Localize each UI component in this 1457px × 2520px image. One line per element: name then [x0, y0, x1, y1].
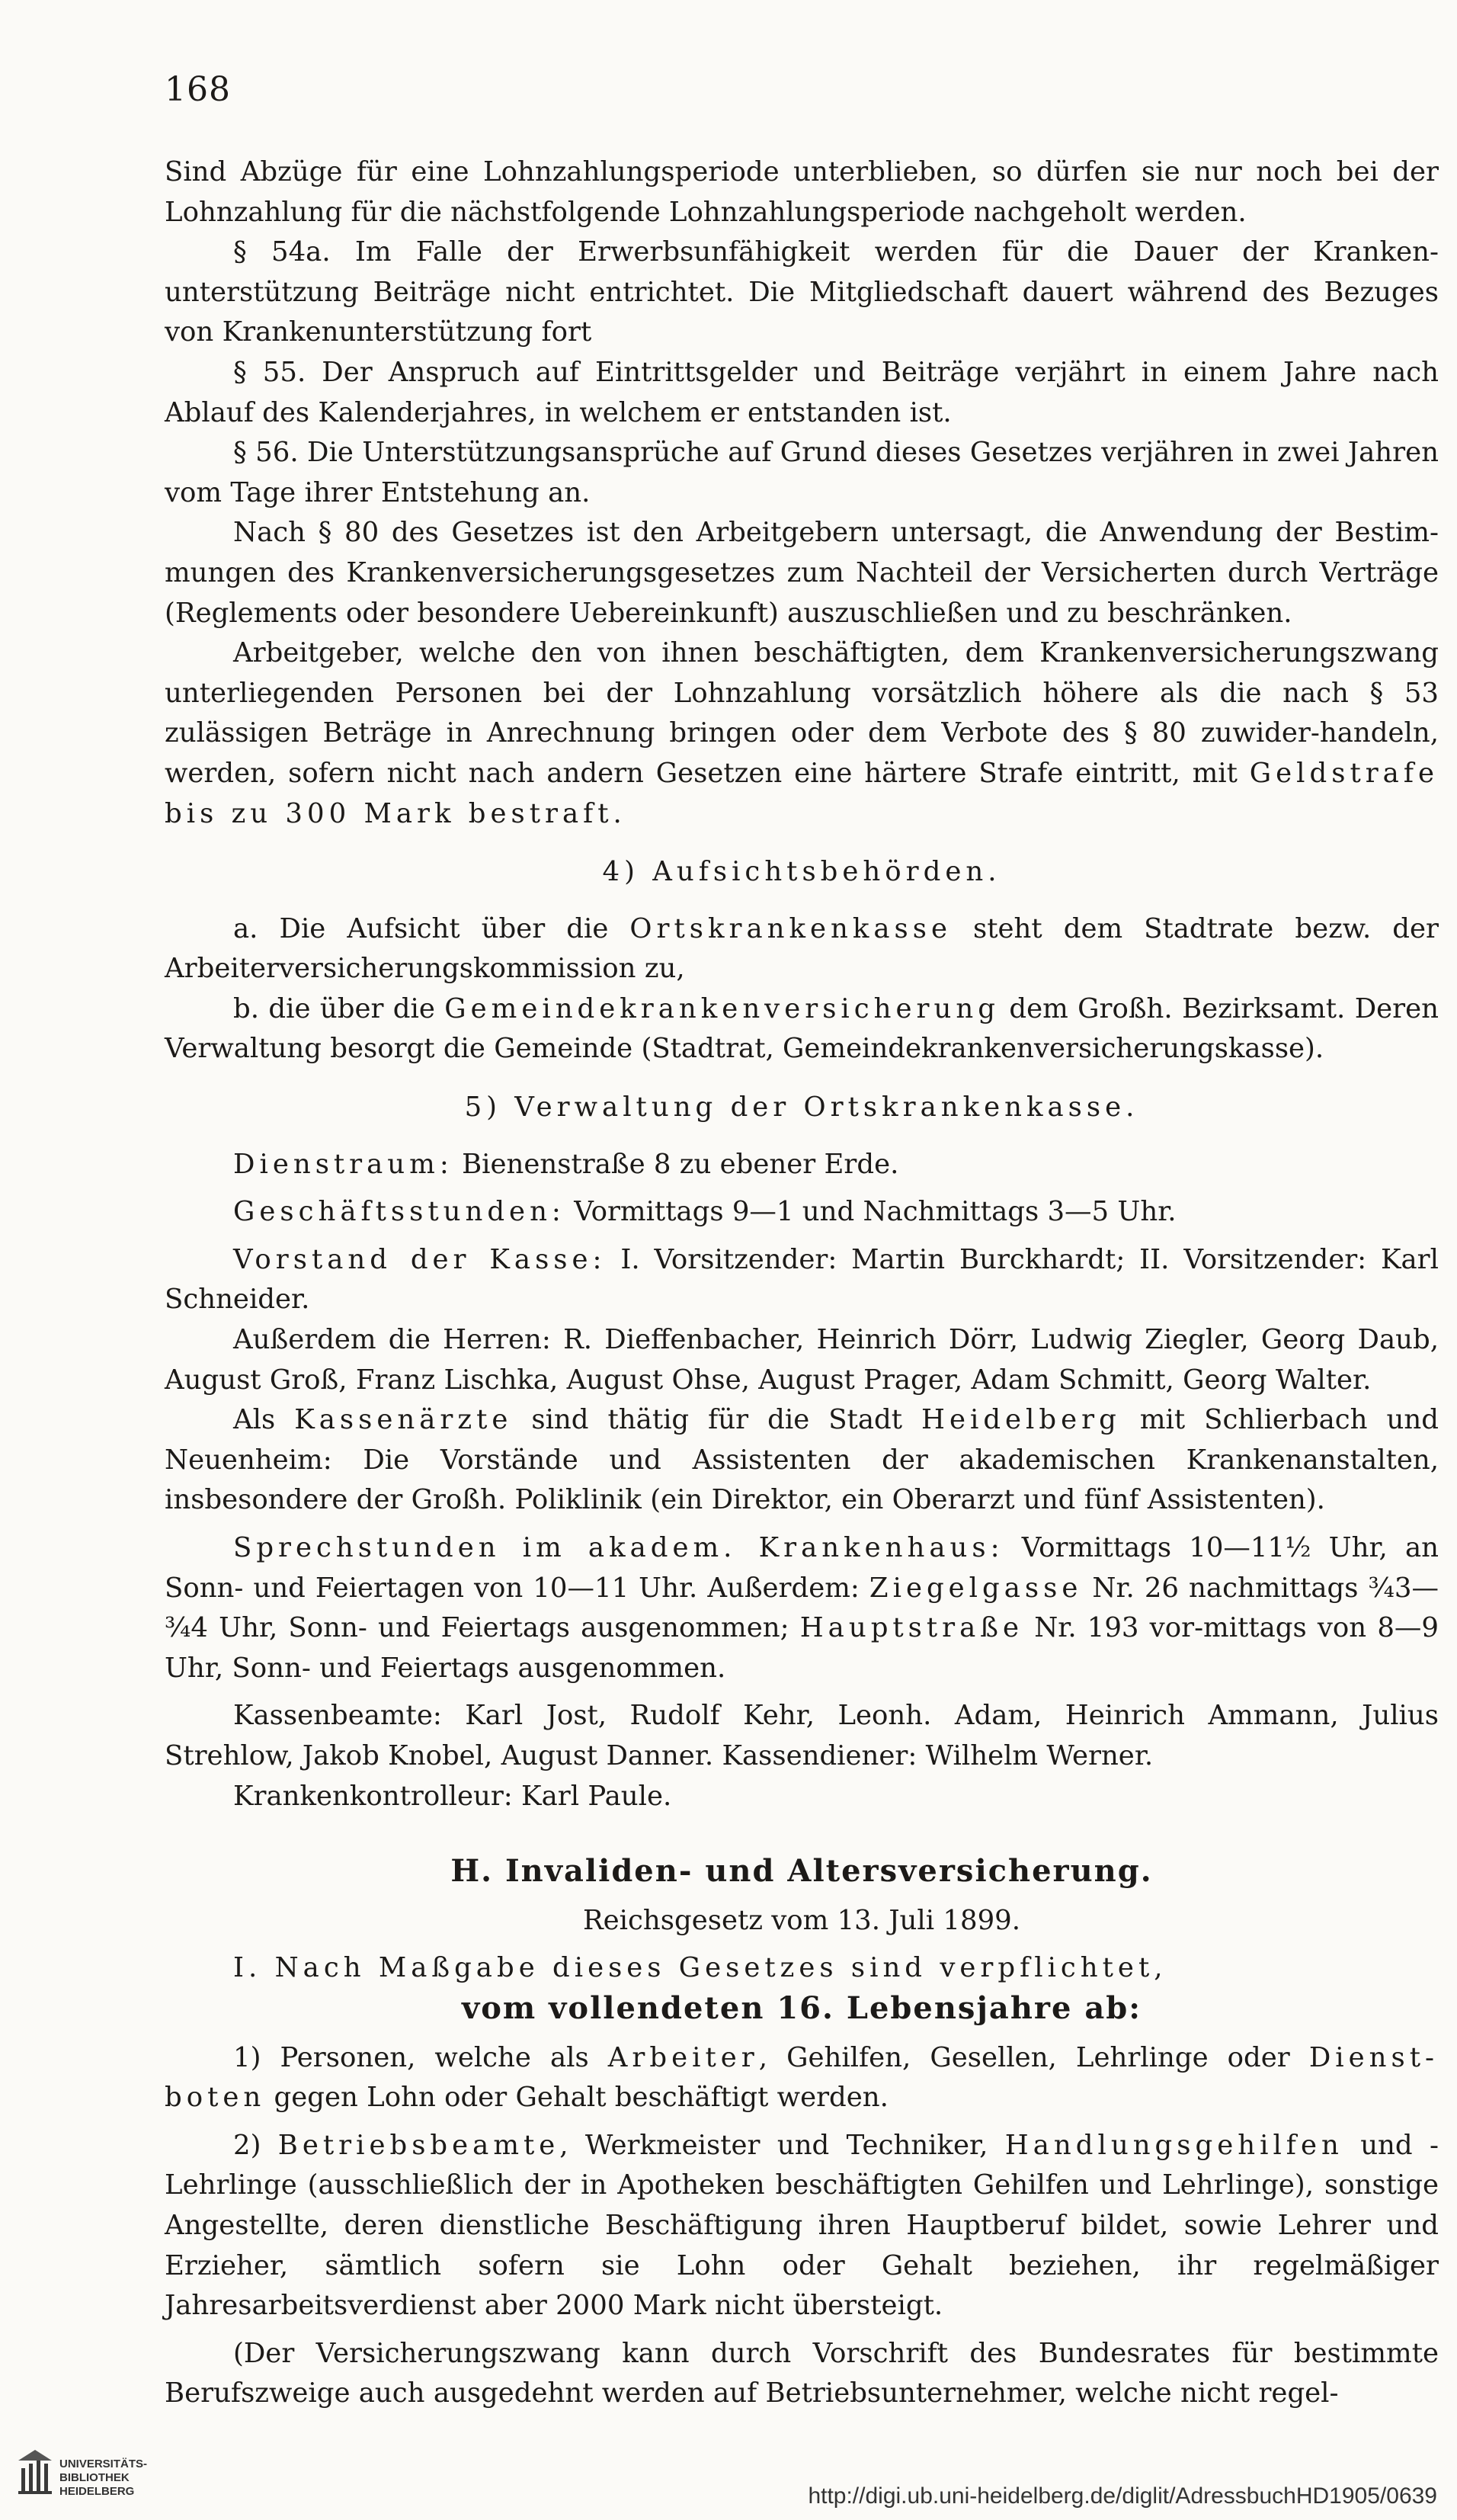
aufsicht-b-prefix: b. die über die — [233, 992, 435, 1024]
aufsicht-a-prefix: a. Die Aufsicht über die — [233, 912, 609, 944]
krankenkontrolleur-line: Krankenkontrolleur: Karl Paule. — [233, 1780, 672, 1812]
item-1-suffix: gegen Lohn oder Gehalt beschäftigt werden. — [274, 2082, 889, 2114]
item-2-prefix: 2) — [233, 2129, 261, 2161]
item-2-emphasis-2: Handlungsgehilfen — [1004, 2129, 1343, 2161]
sprechstunden-label: Sprechstunden im akadem. Krankenhaus: — [233, 1532, 1004, 1563]
vorstand-value: I. Vorsitzender: Martin Burckhardt; II. Vorsitzender: Karl Schneider. — [165, 1243, 1439, 1316]
paragraph-54a: § 54a. Im Falle der Erwerbsunfähigkeit werden für die Dauer der Kranken-unterstützung Beiträge nicht entrichtet. Die Mitgliedschaft dauert während des Bezuges von Krankenunterstützung fort — [165, 236, 1439, 348]
paragraph-56: § 56. Die Unterstützungsansprüche auf Grund dieses Gesetzes verjähren in zwei Jahren vom Tage ihrer Entstehung an. — [165, 437, 1439, 508]
vorstand-line — [165, 1240, 1439, 1320]
dienstraum-line — [165, 1145, 1439, 1185]
aufsicht-a-suffix: steht dem Stadtrate bezw. der Arbeiterversicherungskommission zu, — [165, 912, 1439, 985]
item-1 — [165, 2038, 1439, 2118]
dienstraum-label: Dienstraum: — [233, 1148, 453, 1180]
logo-line-2: BIBLIOTHEK — [59, 2471, 130, 2484]
ausserdem-paragraph: Außerdem die Herren: R. Dieffenbacher, Heinrich Dörr, Ludwig Ziegler, Georg Daub, August Groß, Franz Lischka, August Ohse, August Prager, Adam Schmitt, Georg Walter. — [165, 1324, 1439, 1396]
aerzte-city: Heidelberg — [921, 1404, 1121, 1436]
paragraph-aufsicht-a — [165, 909, 1439, 989]
logo-line-3: HEIDELBERG — [59, 2485, 135, 2498]
paragraph-penalty — [165, 633, 1439, 834]
age-emphasis: vom vollendeten 16. Lebensjahre ab: — [461, 1989, 1142, 2026]
sprechstunden-part3: Nr. 193 vor-mittags von 8—9 Uhr, Sonn- und Feiertags ausgenommen. — [165, 1612, 1439, 1684]
paragraph-aufsicht-b — [165, 989, 1439, 1069]
page-number: 168 — [165, 70, 231, 109]
paragraph: Sind Abzüge für eine Lohnzahlungsperiode unterblieben, so dürfen sie nur noch bei der Lohnzahlung für die nächstfolgende Lohnzahlungsperiode nachgeholt werden. — [165, 156, 1439, 228]
aerzte-emphasis: Kassenärzte — [294, 1404, 513, 1436]
item-1-emphasis-1: Arbeiter — [607, 2041, 759, 2073]
section-heading-aufsicht: 4) Aufsichtsbehörden. — [602, 856, 1001, 888]
source-url-link[interactable]: http://digi.ub.uni-heidelberg.de/diglit/AdressbuchHD1905/0639 — [808, 2483, 1437, 2509]
item-1-prefix: 1) Personen, welche als — [233, 2041, 589, 2073]
sprechstunden-ziegelgasse: Ziegelgasse — [869, 1572, 1083, 1604]
chapter-subheading: Reichsgesetz vom 13. Juli 1899. — [582, 1904, 1021, 1936]
sprechstunden-hauptstrasse: Hauptstraße — [799, 1612, 1024, 1644]
age-line — [165, 1989, 1439, 2031]
aufsicht-b-emphasis: Gemeindekrankenversicherung — [444, 992, 1000, 1024]
item-2-emphasis-1: Betriebsbeamte — [277, 2129, 560, 2161]
library-logo-text — [59, 2457, 147, 2499]
paragraph-80: Nach § 80 des Gesetzes ist den Arbeitgebern untersagt, die Anwendung der Bestim-mungen des Krankenversicherungsgesetzes zum Nachteil der Versicherten durch Verträge (Reglements oder besondere Uebereinkunft) auszuschließen und zu beschränken. — [165, 517, 1439, 629]
penalty-emphasis: Geldstrafe bis zu 300 Mark bestraft. — [165, 757, 1439, 829]
aufsicht-a-emphasis: Ortskrankenkasse — [629, 912, 952, 944]
kassenbeamte-paragraph: Kassenbeamte: Karl Jost, Rudolf Kehr, Leonh. Adam, Heinrich Ammann, Julius Strehlow, Jakob Knobel, August Danner. Kassendiener: Wilhelm Werner. — [165, 1700, 1439, 1771]
paragraph-55: § 55. Der Anspruch auf Eintrittsgelder und Beiträge verjährt in einem Jahre nach Ablauf des Kalenderjahres, in welchem er entstanden ist. — [165, 356, 1439, 428]
aerzte-suffix: mit Schlierbach und Neuenheim: Die Vorstände und Assistenten der akademischen Krankenanstalten, insbesondere der Großh. Poliklinik (ein Direktor, ein Oberarzt und fünf Assistenten). — [165, 1404, 1439, 1516]
aufsicht-b-suffix: dem Großh. Bezirksamt. Deren Verwaltung besorgt die Gemeinde (Stadtrat, Gemeindekrankenversicherungskasse). — [165, 992, 1439, 1065]
sprechstunden-part2: Nr. 26 nachmittags ¾3—¾4 Uhr, Sonn- und Feiertags ausgenommen; — [165, 1572, 1439, 1644]
sprechstunden-paragraph — [165, 1528, 1439, 1688]
dienstraum-value: Bienenstraße 8 zu ebener Erde. — [462, 1148, 899, 1180]
note-paragraph: (Der Versicherungszwang kann durch Vorschrift des Bundesrates für bestimmte Berufszweige auch ausgedehnt werden auf Betriebsunternehmer, welche nicht regel- — [165, 2337, 1439, 2409]
chapter-heading: H. Invaliden- und Altersversicherung. — [450, 1853, 1153, 1890]
sprechstunden-part1: Vormittags 10—11½ Uhr, an Sonn- und Feiertagen von 10—11 Uhr. Außerdem: — [165, 1532, 1439, 1604]
item-1-mid: , Gehilfen, Gesellen, Lehrlinge oder — [758, 2041, 1290, 2073]
item-2-suffix: und -Lehrlinge (ausschließlich der in Apotheken beschäftigten Gehilfen und Lehrlinge), sonstige Angestellte, deren dienstliche Beschäftigung ihren Hauptberuf bildet, sowie Lehrer und Erzieher, sämtlich sofern sie Lohn oder Gehalt beziehen, ihr regelmäßiger Jahresarbeitsverdienst aber 2000 Mark nicht übersteigt. — [165, 2129, 1439, 2322]
kassenaerzte-paragraph — [165, 1400, 1439, 1521]
penalty-text: Arbeitgeber, welche den von ihnen beschäftigten, dem Krankenversicherungszwang unterliegenden Personen bei der Lohnzahlung vorsätzlich höhere als die nach § 53 zulässigen Beträge in Anrechnung bringen oder dem Verbote des § 80 zuwider-handeln, werden, sofern nicht nach andern Gesetzen eine härtere Strafe eintritt, mit — [165, 637, 1439, 789]
item-2-mid: , Werkmeister und Techniker, — [559, 2129, 988, 2161]
logo-line-1: UNIVERSITÄTS- — [59, 2457, 148, 2470]
aerzte-prefix: Als — [233, 1404, 276, 1436]
vorstand-label: Vorstand der Kasse: — [233, 1243, 607, 1275]
item-1-emphasis-2: Dienst-boten — [165, 2041, 1439, 2114]
aerzte-mid: sind thätig für die Stadt — [531, 1404, 902, 1436]
geschaeftsstunden-value: Vormittags 9—1 und Nachmittags 3—5 Uhr. — [574, 1196, 1177, 1228]
intro-line: I. Nach Maßgabe dieses Gesetzes sind verpflichtet, — [233, 1952, 1167, 1984]
section-heading-verwaltung: 5) Verwaltung der Ortskrankenkasse. — [464, 1092, 1139, 1124]
geschaeftsstunden-label: Geschäftsstunden: — [233, 1196, 565, 1228]
geschaeftsstunden-line — [165, 1192, 1439, 1233]
page-body — [165, 152, 1439, 2414]
item-2 — [165, 2126, 1439, 2326]
